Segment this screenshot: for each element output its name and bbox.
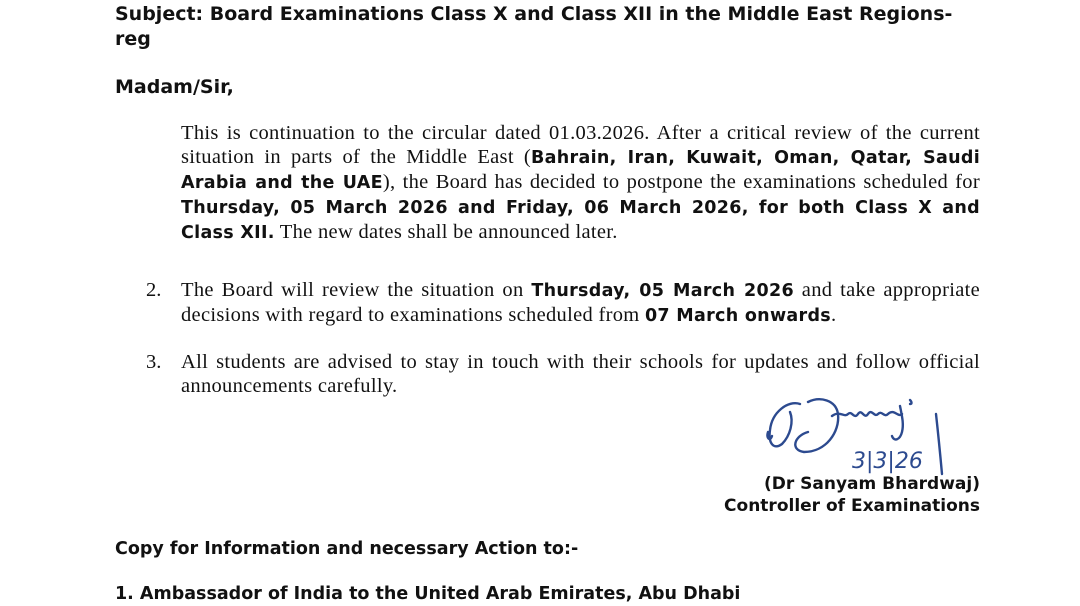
- paragraph-1-dates: Thursday, 05 March 2026 and Friday, 06 March 2026, for both Class X and Class XII.: [181, 198, 980, 243]
- paragraph-3-text: All students are advised to stay in touch with their schools for updates and follow official announcements carefully.: [181, 351, 980, 397]
- paragraph-2-number: 2.: [146, 279, 162, 301]
- paragraph-2-text: .: [831, 304, 837, 326]
- paragraph-2-text: The Board will review the situation on: [181, 279, 532, 301]
- salutation: Madam/Sir,: [115, 76, 234, 98]
- paragraph-1-text: ), the Board has decided to postpone the examinations scheduled for: [382, 171, 980, 193]
- subject-line: [115, 2, 1015, 52]
- paragraph-2-onwards-date: 07 March onwards: [644, 306, 831, 326]
- signatory-title: Controller of Examinations: [724, 496, 980, 516]
- copy-list-item: 1. Ambassador of India to the United Arab Emirates, Abu Dhabi: [115, 584, 741, 604]
- signatory-name: (Dr Sanyam Bhardwaj): [763, 474, 980, 494]
- subject-line-2: reg: [115, 28, 151, 50]
- paragraph-1-text: The new dates shall be announced later.: [274, 221, 618, 243]
- paragraph-1-countries: Bahrain, Iran, Kuwait, Oman, Qatar, Saudi Arabia and the UAE: [181, 148, 980, 193]
- paragraph-1: [181, 121, 980, 245]
- paragraph-2: [181, 278, 980, 328]
- handwritten-date: 3|3|26: [852, 449, 923, 474]
- paragraph-2-review-date: Thursday, 05 March 2026: [531, 281, 794, 301]
- subject-line-1: Subject: Board Examinations Class X and Class XII in the Middle East Regions-: [115, 3, 953, 25]
- paragraph-1-text: This is continuation to the circular dated 01.03.2026. After a critical review of the current situation in parts of the Middle East (: [181, 122, 980, 168]
- paragraph-3-number: 3.: [146, 351, 162, 373]
- paragraph-2-text: and take appropriate decisions with regard to examinations scheduled from: [181, 279, 980, 326]
- copy-heading: Copy for Information and necessary Action to:-: [115, 539, 579, 559]
- paragraph-3: [181, 350, 980, 398]
